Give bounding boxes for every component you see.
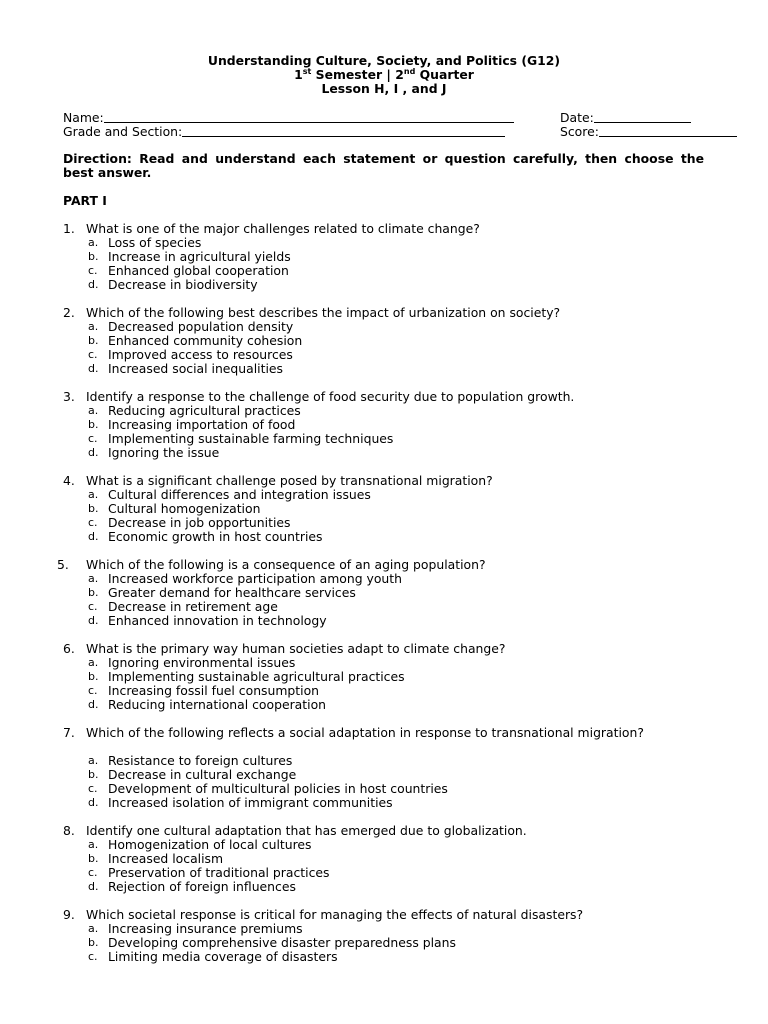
option-letter: c. xyxy=(88,600,98,613)
option-text: Increase in agricultural yields xyxy=(108,249,291,264)
semester-suffix: st xyxy=(302,67,312,76)
question-text: Identify a response to the challenge of food security due to population growth. xyxy=(86,389,575,404)
option-letter: b. xyxy=(88,502,99,515)
answer-option[interactable] xyxy=(0,348,768,362)
date-row xyxy=(560,110,691,125)
option-letter: d. xyxy=(88,446,99,459)
option-text: Preservation of traditional practices xyxy=(108,865,330,880)
option-letter: c. xyxy=(88,782,98,795)
semester-line xyxy=(0,68,768,82)
option-text: Homogenization of local cultures xyxy=(108,837,312,852)
option-text: Limiting media coverage of disasters xyxy=(108,949,338,964)
answer-option[interactable] xyxy=(0,278,768,292)
question-text: Which of the following reflects a social adaptation in response to transnational migration? xyxy=(86,725,644,740)
name-label: Name: xyxy=(63,110,104,125)
semester-number: 1 xyxy=(294,67,303,82)
quarter-label: Quarter xyxy=(419,67,474,82)
answer-option[interactable] xyxy=(0,754,768,768)
name-field[interactable] xyxy=(104,110,514,123)
option-letter: a. xyxy=(88,236,99,249)
answer-option[interactable] xyxy=(0,670,768,684)
answer-option[interactable] xyxy=(0,698,768,712)
grade-label: Grade and Section: xyxy=(63,124,183,139)
option-text: Decrease in retirement age xyxy=(108,599,278,614)
option-text: Greater demand for healthcare services xyxy=(108,585,356,600)
option-text: Rejection of foreign influences xyxy=(108,879,296,894)
answer-option[interactable] xyxy=(0,796,768,810)
option-text: Decrease in job opportunities xyxy=(108,515,291,530)
answer-option[interactable] xyxy=(0,250,768,264)
score-field[interactable] xyxy=(599,124,737,137)
option-text: Developing comprehensive disaster preparedness plans xyxy=(108,935,456,950)
answer-option[interactable] xyxy=(0,950,768,964)
option-letter: a. xyxy=(88,656,99,669)
answer-option[interactable] xyxy=(0,530,768,544)
answer-option[interactable] xyxy=(0,236,768,250)
answer-option[interactable] xyxy=(0,446,768,460)
date-field[interactable] xyxy=(594,110,691,123)
option-text: Reducing international cooperation xyxy=(108,697,326,712)
option-letter: a. xyxy=(88,320,99,333)
option-text: Cultural homogenization xyxy=(108,501,261,516)
option-text: Increased isolation of immigrant communities xyxy=(108,795,393,810)
option-text: Enhanced innovation in technology xyxy=(108,613,327,628)
score-row xyxy=(560,124,737,139)
question-number: 6. xyxy=(63,641,75,656)
option-letter: d. xyxy=(88,880,99,893)
option-text: Ignoring the issue xyxy=(108,445,220,460)
option-letter: c. xyxy=(88,950,98,963)
question-number: 9. xyxy=(63,907,75,922)
option-letter: b. xyxy=(88,250,99,263)
option-letter: c. xyxy=(88,684,98,697)
option-letter: a. xyxy=(88,572,99,585)
option-letter: a. xyxy=(88,404,99,417)
answer-option[interactable] xyxy=(0,516,768,530)
question-text: What is a significant challenge posed by transnational migration? xyxy=(86,473,493,488)
option-text: Improved access to resources xyxy=(108,347,293,362)
option-letter: d. xyxy=(88,614,99,627)
option-text: Increasing importation of food xyxy=(108,417,296,432)
option-text: Increased social inequalities xyxy=(108,361,283,376)
option-text: Enhanced community cohesion xyxy=(108,333,303,348)
option-letter: b. xyxy=(88,936,99,949)
grade-row xyxy=(63,124,505,138)
option-letter: c. xyxy=(88,264,98,277)
option-text: Increased workforce participation among youth xyxy=(108,571,402,586)
option-text: Development of multicultural policies in host countries xyxy=(108,781,448,796)
option-text: Economic growth in host countries xyxy=(108,529,323,544)
option-letter: b. xyxy=(88,670,99,683)
option-text: Increased localism xyxy=(108,851,224,866)
answer-option[interactable] xyxy=(0,838,768,852)
question-text: What is the primary way human societies adapt to climate change? xyxy=(86,641,506,656)
option-text: Decreased population density xyxy=(108,319,294,334)
answer-option[interactable] xyxy=(0,264,768,278)
question-text: Which societal response is critical for managing the effects of natural disasters? xyxy=(86,907,584,922)
option-text: Implementing sustainable farming techniques xyxy=(108,431,394,446)
option-letter: d. xyxy=(88,698,99,711)
part-heading: PART I xyxy=(63,193,107,208)
option-letter: d. xyxy=(88,362,99,375)
semester-label: Semester | 2 xyxy=(315,67,404,82)
option-text: Increasing fossil fuel consumption xyxy=(108,683,320,698)
answer-option[interactable] xyxy=(0,488,768,502)
document-header xyxy=(0,54,768,96)
question-text: What is one of the major challenges related to climate change? xyxy=(86,221,480,236)
answer-option[interactable] xyxy=(0,600,768,614)
answer-option[interactable] xyxy=(0,502,768,516)
option-letter: a. xyxy=(88,754,99,767)
answer-option[interactable] xyxy=(0,852,768,866)
answer-option[interactable] xyxy=(0,782,768,796)
question-number: 8. xyxy=(63,823,75,838)
answer-option[interactable] xyxy=(0,320,768,334)
answer-option[interactable] xyxy=(0,418,768,432)
option-text: Loss of species xyxy=(108,235,202,250)
option-letter: d. xyxy=(88,796,99,809)
question-number: 7. xyxy=(63,725,75,740)
answer-option[interactable] xyxy=(0,880,768,894)
option-letter: b. xyxy=(88,334,99,347)
option-text: Increasing insurance premiums xyxy=(108,921,303,936)
score-label: Score: xyxy=(560,124,599,139)
option-letter: d. xyxy=(88,530,99,543)
question-text: Identify one cultural adaptation that has emerged due to globalization. xyxy=(86,823,527,838)
lesson-line: Lesson H, I , and J xyxy=(321,81,447,96)
answer-option[interactable] xyxy=(0,586,768,600)
option-text: Ignoring environmental issues xyxy=(108,655,296,670)
option-letter: c. xyxy=(88,432,98,445)
option-letter: d. xyxy=(88,278,99,291)
option-letter: b. xyxy=(88,852,99,865)
option-text: Resistance to foreign cultures xyxy=(108,753,293,768)
option-letter: c. xyxy=(88,516,98,529)
question-number: 5. xyxy=(57,557,69,572)
grade-field[interactable] xyxy=(182,124,505,137)
question-text: Which of the following is a consequence of an aging population? xyxy=(86,557,486,572)
answer-option[interactable] xyxy=(0,432,768,446)
answer-option[interactable] xyxy=(0,362,768,376)
option-letter: a. xyxy=(88,488,99,501)
answer-option[interactable] xyxy=(0,768,768,782)
option-text: Cultural differences and integration issues xyxy=(108,487,371,502)
option-letter: b. xyxy=(88,586,99,599)
direction-text: Direction: Read and understand each statement or question carefully, then choose the best answer. xyxy=(63,151,704,180)
question-number: 4. xyxy=(63,473,75,488)
question-text: Which of the following best describes the impact of urbanization on society? xyxy=(86,305,561,320)
option-letter: b. xyxy=(88,768,99,781)
question-number: 2. xyxy=(63,305,75,320)
option-letter: a. xyxy=(88,838,99,851)
option-text: Enhanced global cooperation xyxy=(108,263,289,278)
question-number: 1. xyxy=(63,221,75,236)
option-text: Decrease in biodiversity xyxy=(108,277,258,292)
document-title: Understanding Culture, Society, and Politics (G12) xyxy=(207,53,561,68)
date-label: Date: xyxy=(560,110,594,125)
answer-option[interactable] xyxy=(0,936,768,950)
answer-option[interactable] xyxy=(0,684,768,698)
option-letter: b. xyxy=(88,418,99,431)
answer-option[interactable] xyxy=(0,922,768,936)
name-row xyxy=(63,110,514,124)
answer-option[interactable] xyxy=(0,404,768,418)
answer-option[interactable] xyxy=(0,572,768,586)
question-number: 3. xyxy=(63,389,75,404)
option-text: Reducing agricultural practices xyxy=(108,403,301,418)
option-text: Decrease in cultural exchange xyxy=(108,767,297,782)
answer-option[interactable] xyxy=(0,334,768,348)
option-letter: c. xyxy=(88,348,98,361)
answer-option[interactable] xyxy=(0,614,768,628)
answer-option[interactable] xyxy=(0,656,768,670)
option-letter: c. xyxy=(88,866,98,879)
option-letter: a. xyxy=(88,922,99,935)
quarter-suffix: nd xyxy=(403,67,416,76)
answer-option[interactable] xyxy=(0,866,768,880)
option-text: Implementing sustainable agricultural practices xyxy=(108,669,405,684)
